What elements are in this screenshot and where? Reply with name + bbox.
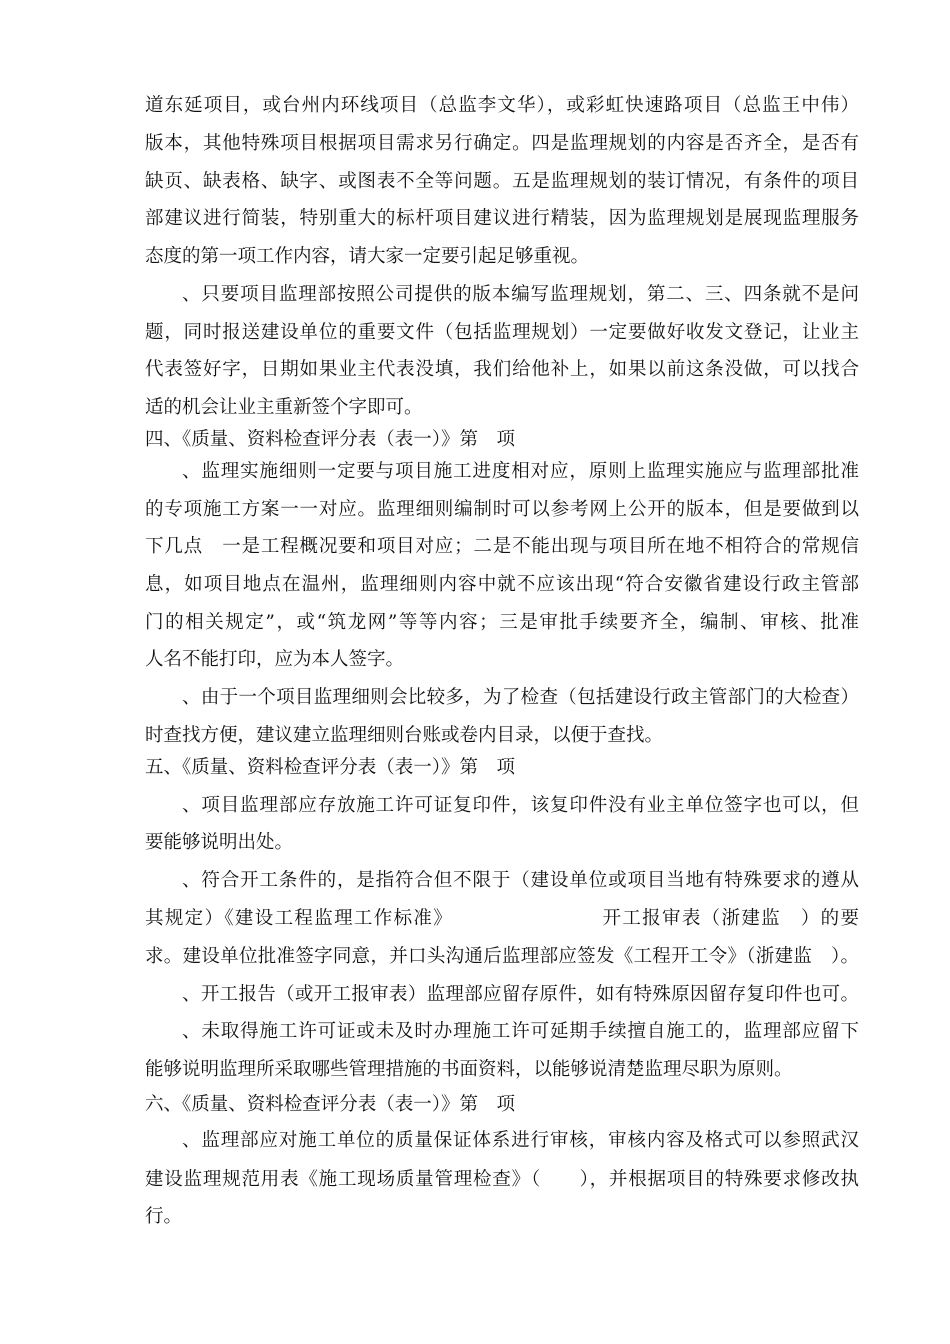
paragraph-first-line: 、监理实施细则一定要与项目施工进度相对应，原则上监理实施应与监理部批准 bbox=[182, 461, 859, 482]
text-line: 题，同时报送建设单位的重要文件（包括监理规划）一定要做好收发文登记，让业主 bbox=[145, 322, 859, 343]
text-line: 适的机会让业主重新签个字即可。 bbox=[145, 397, 423, 418]
text-line: 人名不能打印，应为本人签字。 bbox=[145, 649, 405, 670]
text-line: 道东延项目，或台州内环线项目（总监李文华），或彩虹快速路项目（总监王中伟） bbox=[145, 95, 859, 116]
text-line: 的专项施工方案一一对应。监理细则编制时可以参考网上公开的版本，但是要做到以 bbox=[145, 499, 859, 520]
text-line: 求。建设单位批准签字同意，并口头沟通后监理部应签发《工程开工令》（浙建监 ）。 bbox=[145, 946, 859, 967]
text-line: 态度的第一项工作内容，请大家一定要引起足够重视。 bbox=[145, 246, 590, 267]
paragraph-first-line: 、未取得施工许可证或未及时办理施工许可延期手续擅自施工的，监理部应留下 bbox=[182, 1021, 859, 1042]
text-line: 代表签好字，日期如果业主代表没填，我们给他补上，如果以前这条没做，可以找合 bbox=[145, 359, 859, 380]
text-line: 息，如项目地点在温州，监理细则内容中就不应该出现“符合安徽省建设行政主管部 bbox=[145, 574, 859, 595]
paragraph-first-line: 、只要项目监理部按照公司提供的版本编写监理规划，第二、三、四条就不是问 bbox=[182, 284, 859, 305]
section-heading: 四、《质量、资料检查评分表（表一）》第 项 bbox=[145, 429, 516, 450]
paragraph-first-line: 、符合开工条件的，是指符合但不限于（建设单位或项目当地有特殊要求的遵从 bbox=[182, 870, 859, 891]
text-line: 时查找方便，建议建立监理细则台账或卷内目录，以便于查找。 bbox=[145, 725, 664, 746]
text-line: 门的相关规定”，或“筑龙网”等等内容；三是审批手续要齐全，编制、审核、批准 bbox=[145, 612, 859, 633]
text-line: 缺页、缺表格、缺字、或图表不全等问题。五是监理规划的装订情况，有条件的项目 bbox=[145, 171, 859, 192]
text-line: 行。 bbox=[145, 1206, 183, 1227]
text-line: 版本，其他特殊项目根据项目需求另行确定。四是监理规划的内容是否齐全，是否有 bbox=[145, 133, 859, 154]
paragraph-first-line: 、项目监理部应存放施工许可证复印件，该复印件没有业主单位签字也可以，但 bbox=[182, 795, 859, 816]
text-line: 下几点 一是工程概况要和项目对应；二是不能出现与项目所在地不相符合的常规信 bbox=[145, 536, 859, 557]
paragraph-first-line: 、监理部应对施工单位的质量保证体系进行审核，审核内容及格式可以参照武汉 bbox=[182, 1130, 859, 1151]
paragraph-first-line: 、由于一个项目监理细则会比较多，为了检查（包括建设行政主管部门的大检查） bbox=[182, 687, 859, 708]
section-heading: 五、《质量、资料检查评分表（表一）》第 项 bbox=[145, 757, 516, 778]
text-line: 部建议进行简装，特别重大的标杆项目建议进行精装，因为监理规划是展现监理服务 bbox=[145, 208, 859, 229]
text-line: 要能够说明出处。 bbox=[145, 832, 294, 853]
text-line: 其规定）《建设工程监理工作标准》 开工报审表（浙建监 ）的要 bbox=[145, 908, 859, 929]
text-line: 建设监理规范用表《施工现场质量管理检查》（ ），并根据项目的特殊要求修改执 bbox=[145, 1169, 859, 1190]
text-line: 能够说明监理所采取哪些管理措施的书面资料，以能够说清楚监理尽职为原则。 bbox=[145, 1059, 793, 1080]
paragraph-first-line: 、开工报告（或开工报审表）监理部应留存原件，如有特殊原因留存复印件也可。 bbox=[182, 984, 859, 1005]
section-heading: 六、《质量、资料检查评分表（表一）》第 项 bbox=[145, 1094, 516, 1115]
